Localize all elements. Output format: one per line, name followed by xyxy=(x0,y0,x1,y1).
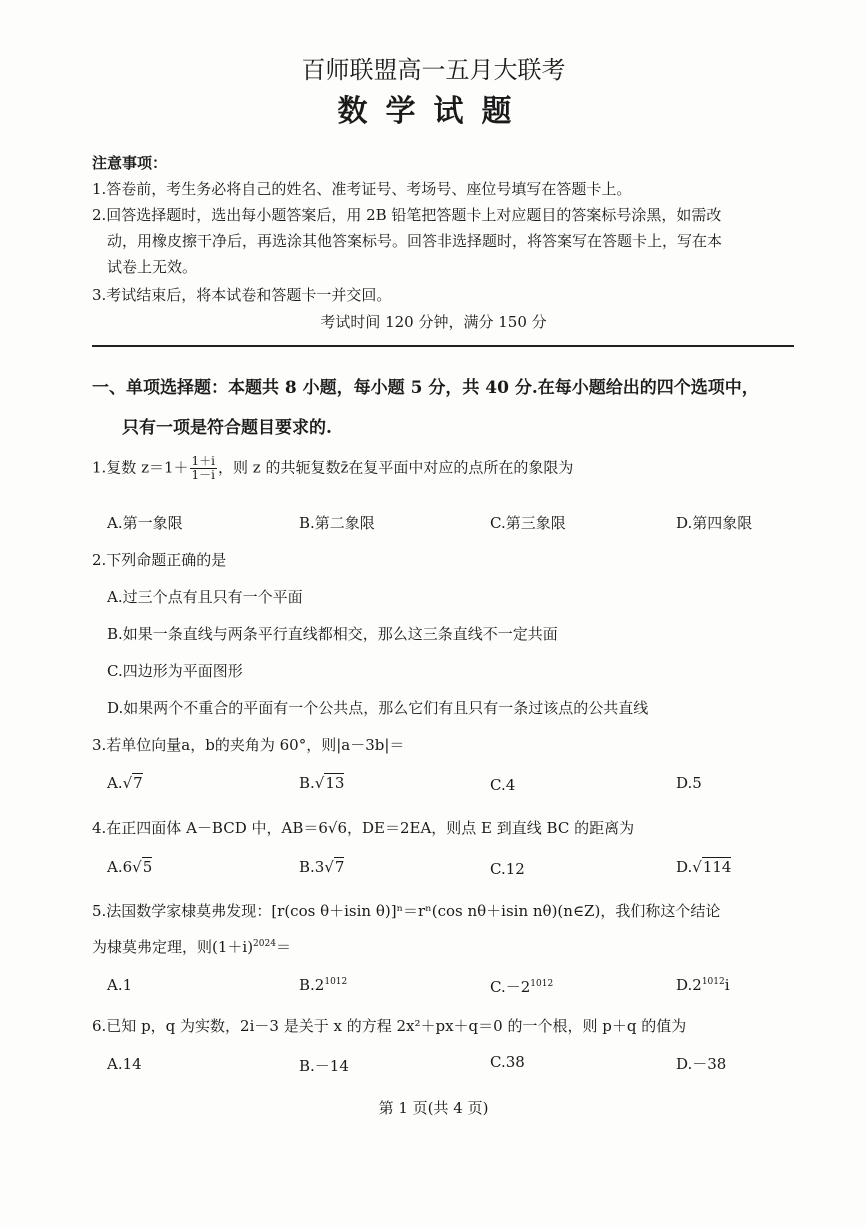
fraction-denominator: 1－i xyxy=(191,468,216,482)
q1-option-c: C.第三象限 xyxy=(490,514,566,532)
exponent: 1012 xyxy=(701,977,725,987)
q6-option-d: D.－38 xyxy=(676,1055,727,1073)
question-5-line-2-prefix: 为棣莫弗定理，则(1＋i) xyxy=(92,938,254,956)
q3-option-b: B.√13 xyxy=(299,774,345,792)
q1-option-a: A.第一象限 xyxy=(107,514,183,532)
question-6-stem: 6.已知 p，q 为实数，2i－3 是关于 x 的方程 2x²＋px＋q＝0 的一个根，则 p＋q 的值为 xyxy=(92,1017,687,1035)
question-1-prefix: 1.复数 z＝1＋ xyxy=(92,458,189,477)
question-1-fraction xyxy=(190,455,217,482)
exam-time-info: 考试时间 120 分钟，满分 150 分 xyxy=(320,313,547,331)
q4-option-c: C.12 xyxy=(490,860,525,878)
q1-option-b: B.第二象限 xyxy=(299,514,375,532)
q3-option-d: D.5 xyxy=(676,774,702,792)
q3-option-a: A.√7 xyxy=(107,774,143,792)
option-label: D.2 xyxy=(676,976,702,994)
question-3-stem: 3.若单位向量a，b的夹角为 60°，则|a－3b|＝ xyxy=(92,736,405,754)
exam-subject: 数学试题 xyxy=(337,94,530,129)
notice-item-1: 1.答卷前，考生务必将自己的姓名、准考证号、考场号、座位号填写在答题卡上。 xyxy=(92,180,632,198)
q5-option-d xyxy=(676,976,730,994)
radicand: 13 xyxy=(325,774,345,792)
notice-item-2-line-2: 动，用橡皮擦干净后，再选涂其他答案标号。回答非选择题时，将答案写在答题卡上，写在本 xyxy=(107,232,723,250)
radicand: 5 xyxy=(142,858,153,876)
fraction-numerator: 1＋i xyxy=(191,454,216,468)
option-label: A. xyxy=(107,774,123,792)
exponent: 1012 xyxy=(324,977,348,987)
q6-option-a: A.14 xyxy=(107,1055,142,1073)
notice-item-2-line-1: 2.回答选择题时，选出每小题答案后，用 2B 铅笔把答题卡上对应题目的答案标号涂黑，如需改 xyxy=(92,206,722,224)
q5-option-c xyxy=(490,976,553,997)
notice-heading: 注意事项： xyxy=(92,154,168,172)
page-number: 第 1 页(共 4 页) xyxy=(378,1099,489,1117)
q5-option-b xyxy=(299,976,347,994)
question-4-stem: 4.在正四面体 A－BCD 中，AB＝6√6，DE＝2EA，则点 E 到直线 BC 的距离为 xyxy=(92,819,635,837)
section-1-heading: 一、单项选择题：本题共 8 小题，每小题 5 分，共 40 分.在每小题给出的四个选项中， xyxy=(92,378,759,398)
radicand: 7 xyxy=(334,858,345,876)
q1-option-d: D.第四象限 xyxy=(676,514,753,532)
question-5-line-2 xyxy=(92,936,291,957)
q5-option-a: A.1 xyxy=(107,976,133,994)
notice-item-2-line-3: 试卷上无效。 xyxy=(107,258,198,276)
option-label: A.6 xyxy=(107,858,133,876)
section-1-subheading: 只有一项是符合题目要求的. xyxy=(122,418,332,438)
q2-option-a: A.过三个点有且只有一个平面 xyxy=(107,588,303,606)
option-label: B.2 xyxy=(299,976,325,994)
q6-option-c: C.38 xyxy=(490,1053,525,1071)
option-suffix: i xyxy=(724,976,730,994)
q3-option-c: C.4 xyxy=(490,776,516,794)
q6-option-b: B.－14 xyxy=(299,1057,349,1075)
option-label: C.－2 xyxy=(490,978,531,996)
option-label: B.3 xyxy=(299,858,325,876)
radicand: 7 xyxy=(133,774,143,792)
radicand: 114 xyxy=(702,858,732,876)
q4-option-d: D.√114 xyxy=(676,858,732,876)
option-label: D. xyxy=(676,858,693,876)
q4-option-a: A.6√5 xyxy=(107,858,153,876)
notice-item-3: 3.考试结束后，将本试卷和答题卡一并交回。 xyxy=(92,286,392,304)
exponent: 1012 xyxy=(530,979,554,989)
question-1-stem xyxy=(92,455,573,482)
question-1-suffix: ，则 z 的共轭复数z̄在复平面中对应的点所在的象限为 xyxy=(218,458,574,477)
q2-option-d: D.如果两个不重合的平面有一个公共点，那么它们有且只有一条过该点的公共直线 xyxy=(107,699,649,717)
question-2-stem: 2.下列命题正确的是 xyxy=(92,551,227,569)
exam-title: 百师联盟高一五月大联考 xyxy=(301,56,566,84)
divider-line xyxy=(92,345,794,347)
question-5-line-1: 5.法国数学家棣莫弗发现：[r(cos θ＋isin θ)]ⁿ＝rⁿ(cos nθ＋isin nθ)(n∈Z)，我们称这个结论 xyxy=(92,902,721,920)
question-5-line-2-suffix: ＝ xyxy=(275,938,291,956)
q4-option-b: B.3√7 xyxy=(299,858,345,876)
exponent: 2024 xyxy=(253,939,276,949)
q2-option-c: C.四边形为平面图形 xyxy=(107,662,243,680)
option-label: B. xyxy=(299,774,315,792)
q2-option-b: B.如果一条直线与两条平行直线都相交，那么这三条直线不一定共面 xyxy=(107,625,558,643)
